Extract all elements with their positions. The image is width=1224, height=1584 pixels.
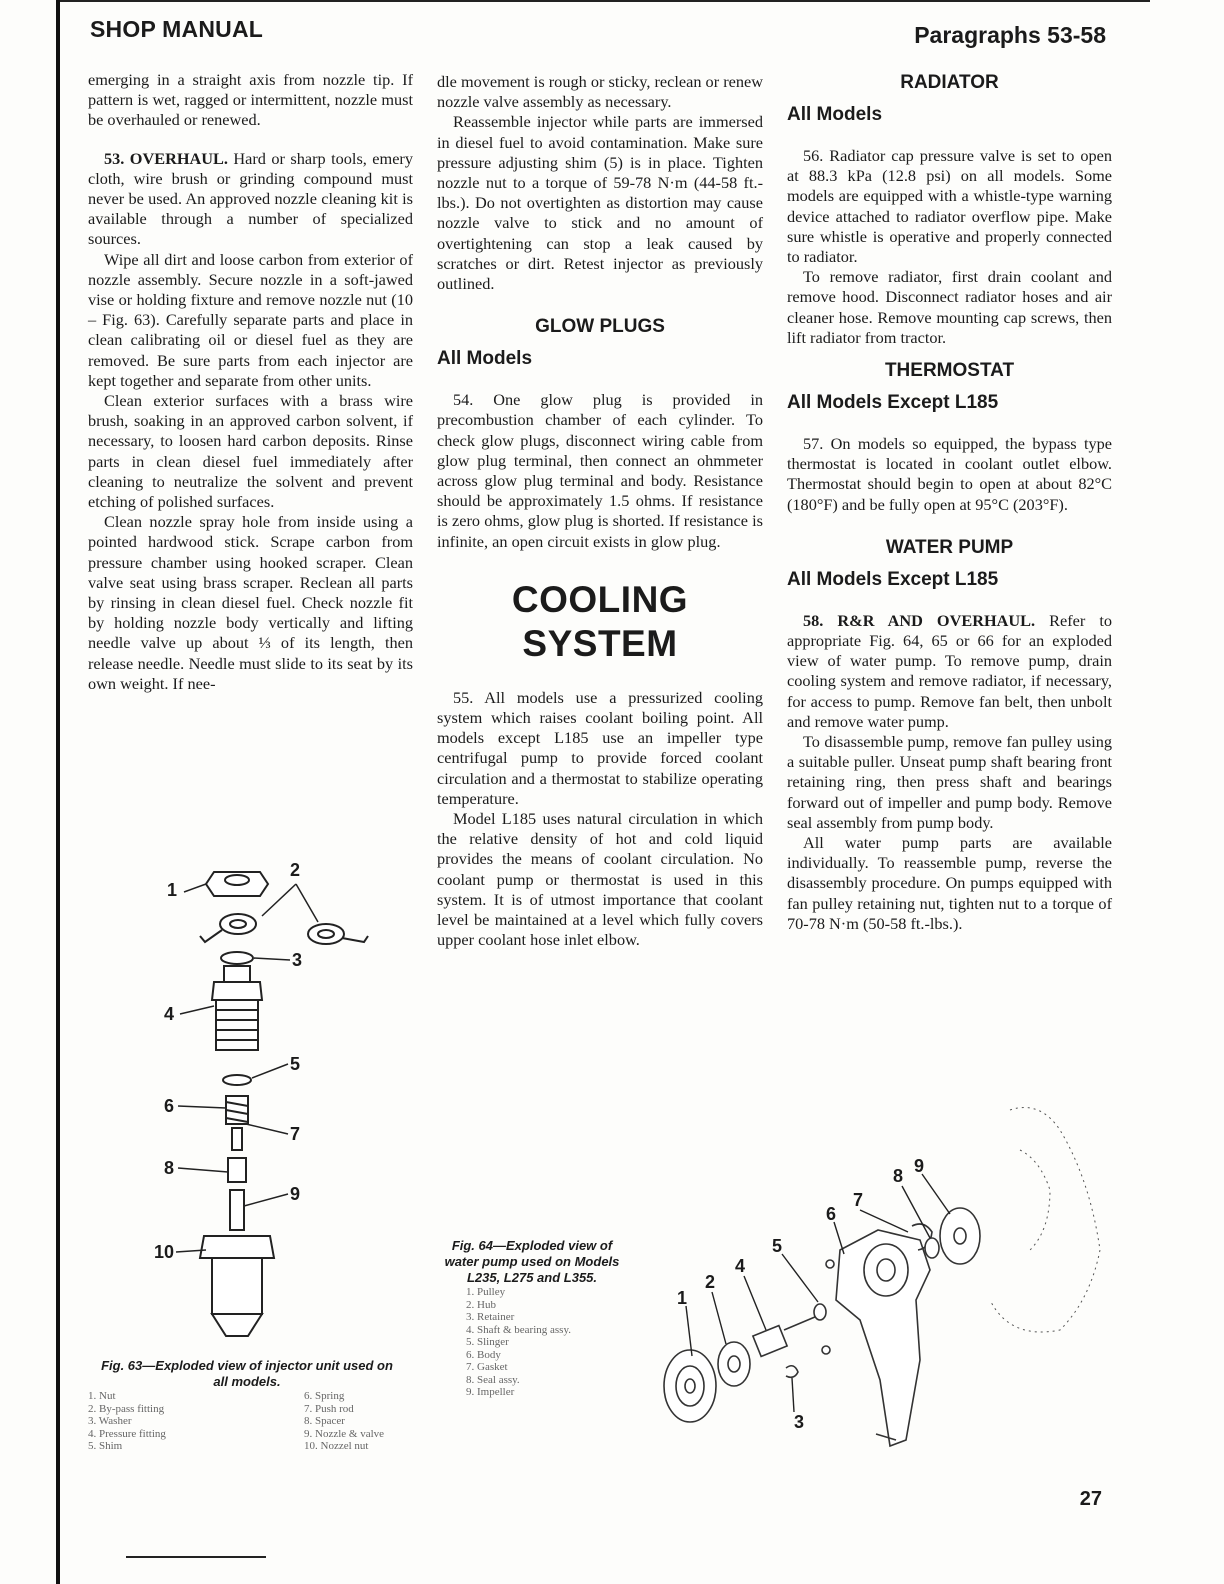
legend-item: 8. Spacer: [304, 1415, 345, 1427]
fig63-callout-5: 5: [290, 1054, 301, 1074]
water-pump-subheading: All Models Except L185: [787, 568, 999, 590]
radiator-subheading: All Models: [787, 104, 883, 125]
legend-item: 3. Retainer: [466, 1311, 515, 1323]
fig64-callout-3: 3: [794, 1412, 805, 1432]
fig63-callout-2: 2: [290, 860, 301, 880]
cooling-heading-line-1: COOLING: [511, 578, 689, 620]
fig63-callout-3: 3: [292, 950, 303, 970]
fig64-callout-8: 8: [893, 1166, 904, 1186]
fig64-callout-2: 2: [705, 1272, 716, 1292]
legend-item: 1. Pulley: [466, 1286, 506, 1298]
paragraph-56-remove: To remove radiator, first drain coolant and remove hood. Disconnect radiator hoses and air cleaner hose. Remove mounting cap screws, then lift radiator from tractor.: [787, 267, 1112, 347]
legend-item: 7. Gasket: [466, 1361, 508, 1373]
fig63-legend-right: [304, 1390, 384, 1453]
fig63-caption: [82, 1358, 412, 1390]
fig64-callout-1: 1: [677, 1288, 688, 1308]
col1-paragraph-continued: emerging in a straight axis from nozzle tip. If pattern is wet, ragged or intermittent, nozzle must be overhauled or renewed.: [88, 70, 413, 130]
legend-item: 10. Nozzel nut: [304, 1440, 369, 1452]
col1-paragraph-spray-hole: Clean nozzle spray hole from inside using a pointed hardwood stick. Scrape carbon from pressure chamber using hooked scraper. Clean valve seat using brass scraper. Reclean all parts by rinsing in clean diesel fuel. Check nozzle fit by holding nozzle body vertically and lifting needle valve up about ⅓ of its length, then release needle. Needle must slide to its seat by its own weight. If nee-: [88, 512, 413, 693]
legend-item: 9. Impeller: [466, 1386, 515, 1398]
paragraph-56: 56. Radiator cap pressure valve is set to open at 88.3 kPa (12.8 psi) on all models. Some models are equipped with a whistle-type warning device attached to radiator overflow pipe. Make sure whistle is operative and properly connected to radiator.: [787, 146, 1112, 267]
paragraph-58-text: Refer to appropriate Fig. 64, 65 or 66 for an exploded view of water pump. To remove pump, drain cooling system and remove radiator, if necessary, for access to pump. Remove fan belt, then unbolt and remove water pump.: [787, 610, 1113, 731]
page-number: 27: [1079, 1488, 1102, 1510]
glow-plugs-subheading: All Models: [437, 348, 533, 370]
fig63-callout-1: 1: [167, 880, 178, 900]
column-1: [88, 70, 413, 694]
fig63-callout-10: 10: [154, 1242, 175, 1262]
fig64-caption-line-3: L235, L275 and L355.: [466, 1270, 598, 1285]
paragraph-58: [787, 611, 1112, 732]
scan-edge: [56, 0, 60, 1584]
fig63-callout-7: 7: [290, 1124, 301, 1144]
paragraph-53: [88, 149, 413, 250]
cooling-system-heading: [437, 578, 763, 666]
column-3: [787, 72, 1112, 934]
col2-paragraph-reassemble: Reassemble injector while parts are immersed in diesel fuel to avoid contamination. Make sure pressure adjusting shim (5) is in place. Tighten nozzle nut to a torque of 59-78 N·m (44-58 ft.-lbs.). Do not overtighten as distortion may cause nozzle valve to stick and no amount of overtightening can stop a leak caused by scratches or dirt. Retest injector as previously outlined.: [437, 112, 763, 294]
fig64-caption: [432, 1238, 632, 1286]
legend-item: 2. Hub: [466, 1298, 496, 1311]
paragraph-57: 57. On models so equipped, the bypass type thermostat is located in coolant outlet elbow. Thermostat should begin to open at about 82°C (180°F) and be fully open at 95°C (203°F).: [787, 434, 1112, 514]
fig64-callout-9: 9: [914, 1156, 925, 1176]
fig64-legend: [466, 1286, 571, 1399]
legend-item: 5. Shim: [88, 1440, 123, 1452]
fig64-caption-line-1: Fig. 64—Exploded view of: [451, 1238, 613, 1253]
paragraph-55: 55. All models use a pressurized cooling system which raises coolant boiling point. All models except L185 use an impeller type centrifugal pump to provide forced coolant circulation and a thermostat to stabilize operating temperature.: [437, 687, 763, 808]
legend-item: 7. Push rod: [304, 1402, 354, 1415]
fig64-callout-5: 5: [772, 1236, 783, 1256]
legend-item: 8. Seal assy.: [466, 1373, 520, 1386]
legend-item: 5. Slinger: [466, 1336, 509, 1348]
fig63-callout-9: 9: [290, 1184, 301, 1204]
thermostat-heading: THERMOSTAT: [884, 360, 1015, 382]
fig64-callout-7: 7: [853, 1190, 864, 1210]
fig63-callout-8: 8: [164, 1158, 175, 1178]
water-pump-heading: WATER PUMP: [885, 536, 1014, 558]
legend-item: 4. Pressure fitting: [88, 1427, 166, 1440]
fig63-caption-line-2: all models.: [213, 1374, 281, 1389]
fig64-caption-line-2: water pump used on Models: [444, 1254, 620, 1269]
paragraph-53-text: Hard or sharp tools, emery cloth, wire brush or grinding compound must never be used. An approved nozzle cleaning kit is available through a number of specialized sources.: [88, 148, 413, 249]
paragraph-55-l185: Model L185 uses natural circulation in which the relative density of hot and cold liquid provides the means of coolant circulation. No coolant pump or thermostat is used in this system. It is of utmost importance that coolant level be maintained at a level which fully covers upper coolant hose inlet elbow.: [437, 809, 763, 950]
column-2: [437, 72, 763, 951]
thermostat-subheading: All Models Except L185: [787, 392, 999, 414]
footer-rule: [126, 1556, 266, 1558]
col1-paragraph-wipe: Wipe all dirt and loose carbon from exterior of nozzle assembly. Secure nozzle in a soft-jawed vise or holding fixture and remove nozzle nut (10 – Fig. 63). Carefully separate parts and place in clean calibrating oil or diesel fuel as they are removed. Be sure parts from each injector are kept together and separate from other units.: [88, 249, 413, 390]
legend-item: 1. Nut: [88, 1390, 116, 1402]
running-head-left: SHOP MANUAL: [90, 16, 264, 42]
paragraph-58-reassemble: All water pump parts are available individually. To reassemble pump, reverse the disassembly procedure. On pumps equipped with fan pulley retaining nut, tighten nut to a torque of 70-78 N·m (50-58 ft.-lbs.).: [787, 833, 1112, 933]
paragraph-53-heading: 53. OVERHAUL.: [104, 148, 228, 168]
glow-plugs-heading: GLOW PLUGS: [535, 316, 665, 338]
legend-item: 3. Washer: [88, 1415, 132, 1427]
fig63-callout-6: 6: [164, 1096, 175, 1116]
running-head-right: Paragraphs 53-58: [914, 22, 1106, 48]
legend-item: 9. Nozzle & valve: [304, 1427, 385, 1440]
paragraph-58-heading: 58. R&R AND OVERHAUL.: [803, 610, 1036, 630]
legend-item: 2. By-pass fitting: [88, 1402, 165, 1415]
cooling-heading-line-2: SYSTEM: [522, 622, 678, 664]
col2-paragraph-continued: dle movement is rough or sticky, reclean or renew nozzle valve assembly as necessary.: [437, 72, 763, 112]
fig63-legend-left: [88, 1390, 166, 1453]
col1-paragraph-clean-exterior: Clean exterior surfaces with a brass wire brush, soaking in an approved carbon solvent, if necessary, to loosen hard carbon deposits. Rinse parts in clean diesel fuel immediately after cleaning to neutralize the solvent and prevent etching of polished surfaces.: [88, 391, 413, 512]
paragraph-58-disassemble: To disassemble pump, remove fan pulley using a suitable puller. Unseat pump shaft bearing front retaining ring, then press shaft and bearings forward out of impeller and pump body. Remove seal assembly from pump body.: [787, 732, 1112, 832]
legend-item: 4. Shaft & bearing assy.: [466, 1323, 571, 1336]
radiator-heading: RADIATOR: [900, 72, 999, 93]
paragraph-54: 54. One glow plug is provided in precombustion chamber of each cylinder. To check glow plugs, disconnect wiring cable from glow plug terminal, then connect an ohmmeter across glow plug terminal and body. Resistance should be approximately 1.5 ohms. If resistance is zero ohms, glow plug is shorted. If resistance is infinite, an open circuit exists in glow plug.: [437, 390, 763, 551]
fig64-callout-4: 4: [735, 1256, 746, 1276]
top-rule: [60, 0, 1150, 2]
fig63-callout-4: 4: [164, 1004, 175, 1024]
fig63-caption-line-1: Fig. 63—Exploded view of injector unit used on: [101, 1358, 393, 1373]
fig64-callout-6: 6: [826, 1204, 837, 1224]
legend-item: 6. Spring: [304, 1390, 345, 1402]
legend-item: 6. Body: [466, 1348, 501, 1361]
